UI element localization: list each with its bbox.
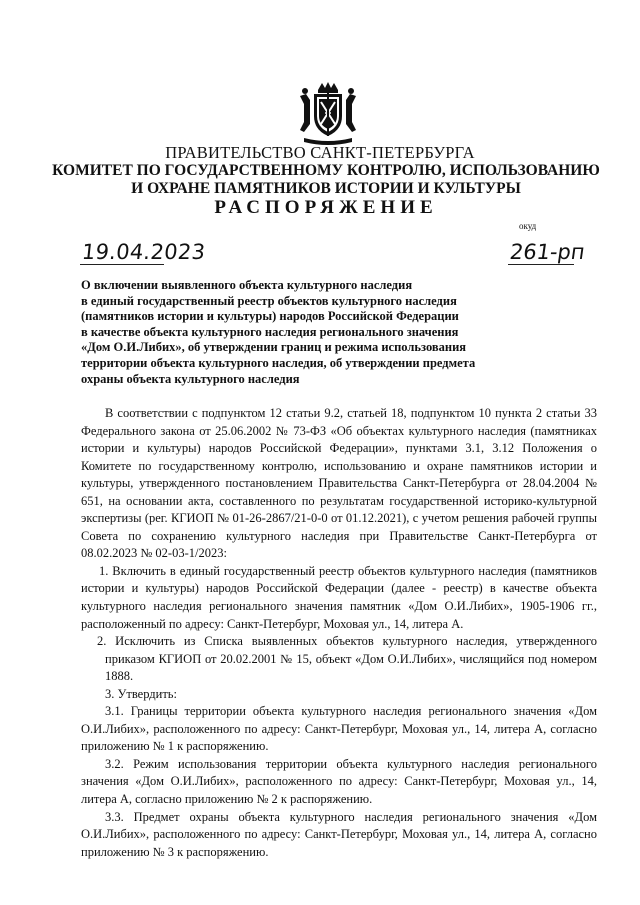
document-number: 261-рп: [508, 240, 587, 264]
date-underline: [80, 264, 164, 265]
subject-line: (памятников истории и культуры) народов Российской Федерации: [81, 309, 459, 324]
number-underline: [508, 264, 574, 265]
document-date: 19.04.2023: [80, 240, 207, 264]
coat-of-arms-icon: [296, 80, 360, 146]
item-3-1-paragraph: 3.1. Границы территории объекта культурного наследия регионального значения «Дом О.И.Либих», расположенного по адресу: Санкт-Петербург, Моховая ул., 14, литера А, согласно приложению № 1 к распоряжению.: [81, 704, 597, 754]
subject-line: территории объекта культурного наследия, об утверждении предмета: [81, 355, 476, 370]
subject-line: «Дом О.И.Либих», об утверждении границ и режима использования: [81, 340, 467, 355]
subject-line: в единый государственный реестр объектов культурного наследия: [81, 293, 457, 308]
item-3-2-paragraph: 3.2. Режим использования территории объекта культурного наследия регионального значения «Дом О.И.Либих», расположенного по адресу: Санкт-Петербург, Моховая ул., 14, литера А, согласно приложению № 2 к распоряжению.: [81, 756, 597, 807]
committee-title-line2: И ОХРАНЕ ПАМЯТНИКОВ ИСТОРИИ И КУЛЬТУРЫ: [131, 180, 521, 197]
document-body: [81, 405, 597, 861]
committee-title-line1: КОМИТЕТ ПО ГОСУДАРСТВЕННОМУ КОНТРОЛЮ, ИСПОЛЬЗОВАНИЮ: [52, 162, 600, 179]
item-3-3-paragraph: 3.3. Предмет охраны объекта культурного наследия регионального значения «Дом О.И.Либих», расположенного по адресу: Санкт-Петербург, Моховая ул., 14, литера А, согласно приложению № 3 к распоряжению.: [81, 809, 597, 859]
preamble-paragraph: В соответствии с подпунктом 12 статьи 9.2, статьей 18, подпунктом 10 пункта 2 статьи 33 Федерального закона от 25.06.2002 № 73-ФЗ «Об объектах культурного наследия (памятниках истории и культуры) народов Российской Федерации», пунктами 3.1, 3.12 Положения о Комитете по государственному контролю, использованию и охране памятников истории и культуры, утвержденного постановлением Правительства Санкт-Петербурга от 28.04.2004 № 651, на основании акта, составленного по результатам государственной историко-культурной экспертизы (рег. КГИОП № 01-26-2867/21-0-0 от 01.12.2021), с учетом решения рабочей группы Совета по сохранению культурного наследия при Правительстве Санкт-Петербурга от 08.02.2023 № 02-03-1/2023:: [81, 406, 597, 561]
government-title: ПРАВИТЕЛЬСТВО САНКТ-ПЕТЕРБУРГА: [165, 143, 475, 162]
item-1-paragraph: 1. Включить в единый государственный реестр объектов культурного наследия (памятников истории и культуры) народов Российской Федерации (далее - реестр) в качестве объекта культурного наследия регионального значения памятник «Дом О.И.Либих», 1905-1906 гг., расположенный по адресу: Санкт-Петербург, Моховая ул., 14, литера А.: [81, 563, 597, 631]
item-3-paragraph: 3. Утвердить:: [105, 686, 177, 701]
subject-line: О включении выявленного объекта культурного наследия: [81, 278, 413, 292]
committee-title: [0, 162, 640, 198]
okud-label: окуд: [519, 221, 537, 231]
document-type: РАСПОРЯЖЕНИЕ: [214, 197, 438, 218]
subject-line: охраны объекта культурного наследия: [81, 371, 300, 386]
item-2-paragraph: 2. Исключить из Списка выявленных объектов культурного наследия, утвержденного приказом КГИОП от 20.02.2001 № 15, объект «Дом О.И.Либих», числящийся под номером 1888.: [97, 634, 597, 684]
document-subject: [81, 278, 521, 387]
subject-line: в качестве объекта культурного наследия регионального значения: [81, 324, 459, 339]
